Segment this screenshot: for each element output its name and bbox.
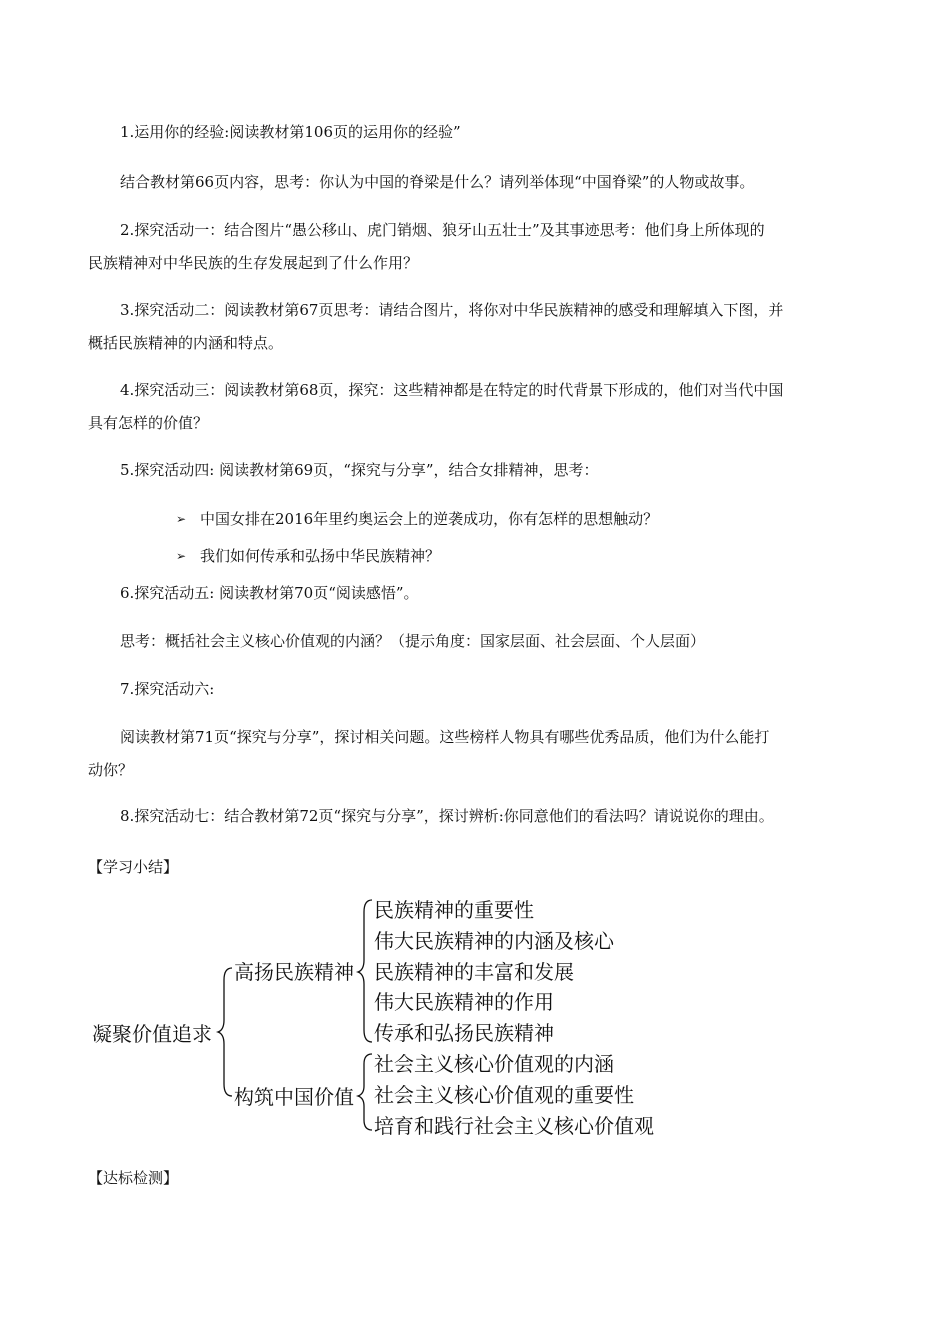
question-1-prompt: 结合教材第66页内容，思考：你认为中国的脊梁是什么？请列举体现“中国脊梁”的人物或故事。 (120, 173, 755, 191)
branch2-title: 构筑中国价值 (234, 1085, 354, 1109)
question-3-line2: 概括民族精神的内涵和特点。 (88, 334, 284, 352)
branch2-item: 社会主义核心价值观的重要性 (374, 1083, 634, 1107)
question-1: 1.运用你的经验:阅读教材第106页的运用你的经验” (120, 123, 461, 141)
question-2-line2: 民族精神对中华民族的生存发展起到了什么作用？ (88, 254, 419, 272)
branch1-title: 高扬民族精神 (234, 960, 354, 984)
question-7-line1: 阅读教材第71页“探究与分享”，探讨相关问题。这些榜样人物具有哪些优秀品质，他们为什么能打 (120, 728, 770, 746)
question-2-line1: 2.探究活动一：结合图片“愚公移山、虎门销烟、狼牙山五壮士”及其事迹思考：他们身上所体现的 (120, 221, 765, 239)
summary-heading: 【学习小结】 (88, 858, 179, 876)
question-7: 7.探究活动六: (120, 680, 215, 698)
bullet-arrow-icon: ➢ (176, 512, 187, 526)
question-4-line2: 具有怎样的价值？ (88, 414, 209, 432)
branch1-item: 伟大民族精神的内涵及核心 (374, 929, 614, 953)
branch2-brace (358, 1054, 372, 1130)
root-brace (218, 968, 232, 1096)
branch2-item: 培育和践行社会主义核心价值观 (374, 1114, 654, 1138)
question-5: 5.探究活动四: 阅读教材第69页，“探究与分享”，结合女排精神，思考： (120, 461, 599, 479)
branch1-item: 民族精神的重要性 (374, 898, 534, 922)
branch1-item: 伟大民族精神的作用 (374, 990, 554, 1014)
question-4-line1: 4.探究活动三：阅读教材第68页，探究：这些精神都是在特定的时代背景下形成的，他们对当代中国 (120, 381, 784, 399)
branch1-brace (358, 900, 372, 1042)
question-8: 8.探究活动七：结合教材第72页“探究与分享”，探讨辨析:你同意他们的看法吗？请说说你的理由。 (120, 807, 774, 825)
question-3-line1: 3.探究活动二：阅读教材第67页思考：请结合图片，将你对中华民族精神的感受和理解填入下图，并 (120, 301, 784, 319)
branch2-item: 社会主义核心价值观的内涵 (374, 1052, 614, 1076)
bullet-item-2: 我们如何传承和弘扬中华民族精神？ (200, 547, 441, 565)
mindmap-root: 凝聚价值追求 (92, 1022, 212, 1046)
question-6: 6.探究活动五: 阅读教材第70页“阅读感悟”。 (120, 584, 419, 602)
branch1-item: 民族精神的丰富和发展 (374, 960, 574, 984)
bullet-arrow-icon: ➢ (176, 549, 187, 563)
bullet-item-1: 中国女排在2016年里约奥运会上的逆袭成功，你有怎样的思想触动？ (200, 510, 659, 528)
test-heading: 【达标检测】 (88, 1169, 179, 1187)
branch1-item: 传承和弘扬民族精神 (374, 1021, 554, 1045)
question-6-prompt: 思考：概括社会主义核心价值观的内涵？（提示角度：国家层面、社会层面、个人层面） (120, 632, 706, 650)
question-7-line2: 动你？ (88, 761, 134, 779)
